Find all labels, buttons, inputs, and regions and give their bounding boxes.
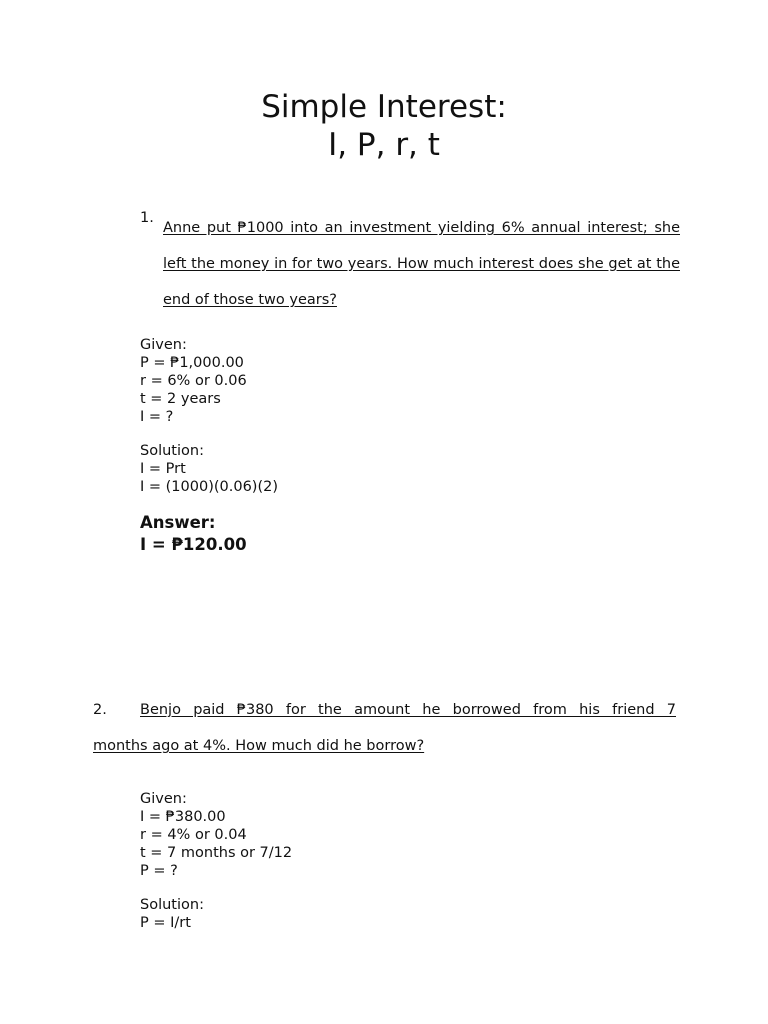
solution-step: I = (1000)(0.06)(2) [140,479,278,495]
given-item: P = ? [140,863,178,879]
answer-value: I = ₱120.00 [140,535,247,554]
solution-step: P = I/rt [140,915,191,931]
solution-step: I = Prt [140,461,186,477]
title-line-2: I, P, r, t [328,127,440,163]
given-item: t = 2 years [140,391,221,407]
problem-1-question [140,210,680,318]
given-label: Given: [140,791,187,807]
problem-2-solution [140,896,204,932]
given-item: t = 7 months or 7/12 [140,845,293,861]
page-title [0,88,768,164]
given-label: Given: [140,337,187,353]
problem-1-solution [140,442,278,496]
given-item: I = ₱380.00 [140,809,226,825]
problem-1-given [140,336,247,426]
title-line-1: Simple Interest: [261,89,507,125]
problem-1-number: 1. [140,210,154,226]
solution-label: Solution: [140,443,204,459]
solution-label: Solution: [140,897,204,913]
given-item: I = ? [140,409,174,425]
problem-1-question-text: Anne put ₱1000 into an investment yielding 6% annual interest; she left the money in for two years. How much interest does she get at the end of those two years? [163,220,680,308]
problem-2-number: 2. [93,702,107,718]
problem-2-question-line-2: months ago at 4%. How much did he borrow? [93,738,425,754]
problem-2-given [140,790,292,880]
given-item: r = 6% or 0.06 [140,373,247,389]
answer-label: Answer: [140,513,216,532]
problem-1-answer [140,512,247,556]
problem-2-question [93,692,676,764]
problem-2-question-line-1: Benjo paid ₱380 for the amount he borrowed from his friend 7 [140,702,676,718]
given-item: r = 4% or 0.04 [140,827,247,843]
given-item: P = ₱1,000.00 [140,355,244,371]
